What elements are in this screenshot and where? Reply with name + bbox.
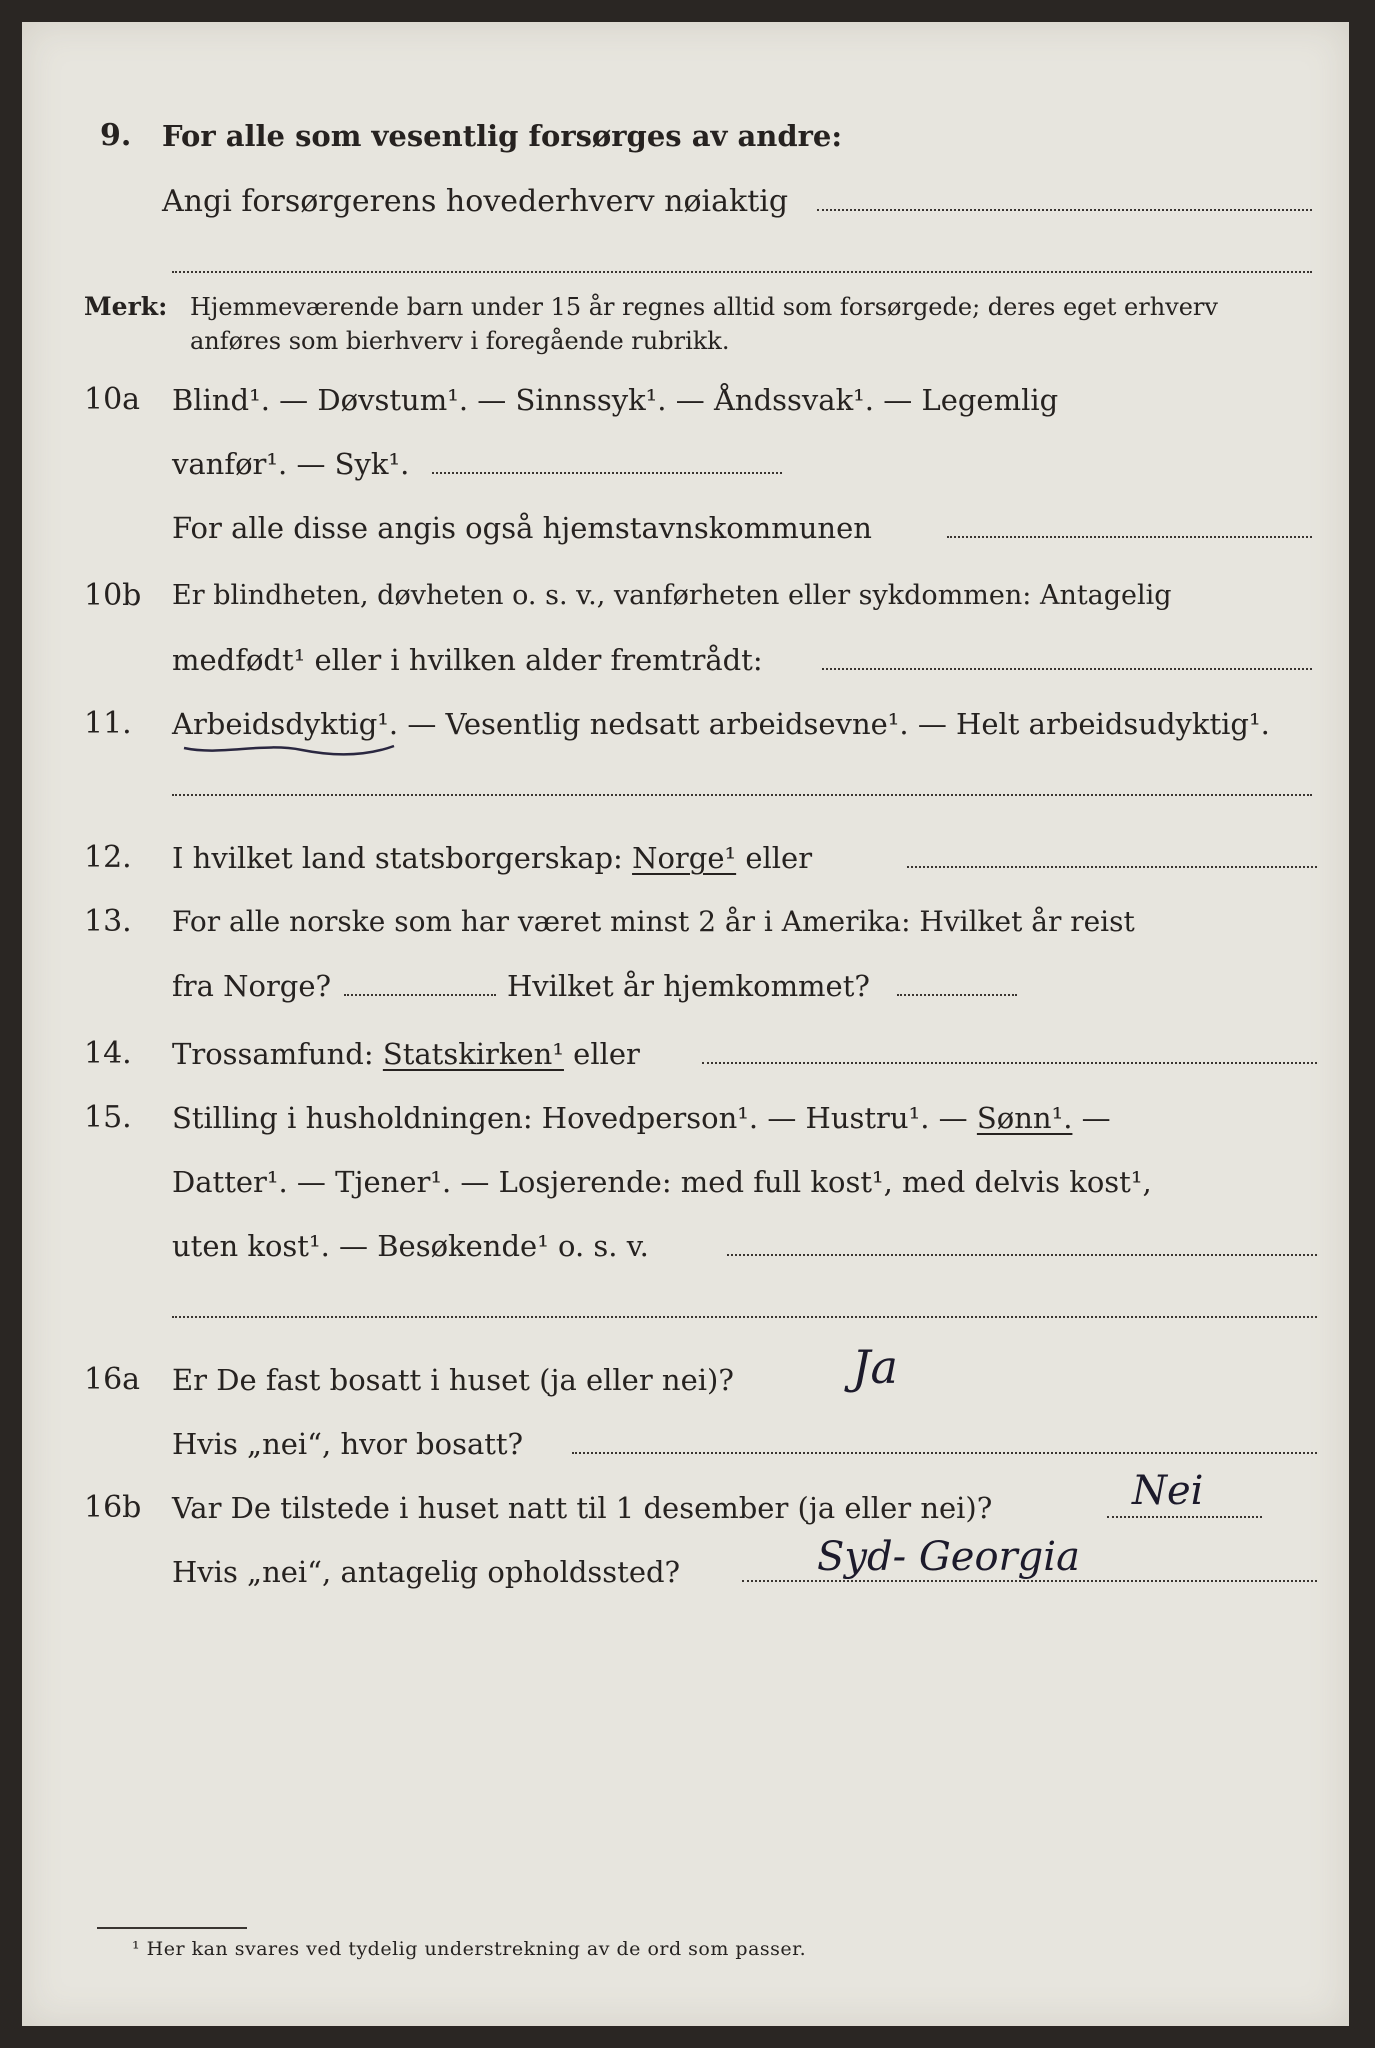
q10a-line-1: Blind¹. — Døvstum¹. — Sinnssyk¹. — Åndssvak¹. — Legemlig xyxy=(172,383,1059,417)
q9-number: 9. xyxy=(100,118,132,153)
footnote: ¹ Her kan svares ved tydelig understrekning av de ord som passer. xyxy=(132,1938,807,1960)
q16a-line-2: Hvis „nei“, hvor bosatt? xyxy=(172,1427,524,1461)
footnote-rule xyxy=(97,1927,247,1929)
q9-answer-field[interactable] xyxy=(817,209,1312,211)
q14-line xyxy=(172,1036,640,1072)
q14-answer-field[interactable] xyxy=(702,1062,1317,1064)
q15-line-3: uten kost¹. — Besøkende¹ o. s. v. xyxy=(172,1229,649,1263)
q9-answer-field-2[interactable] xyxy=(172,271,1312,273)
q12-prefix: I hvilket land statsborgerskap: xyxy=(172,841,633,875)
q15-answer-field-2[interactable] xyxy=(172,1316,1317,1318)
q16b-line-1: Var De tilstede i huset natt til 1 desember (ja eller nei)? xyxy=(172,1491,993,1525)
q10a-line-2: vanfør¹. — Syk¹. xyxy=(172,447,410,481)
q10b-line-2: medfødt¹ eller i hvilken alder fremtrådt: xyxy=(172,643,763,677)
q9-line: Angi forsørgerens hovederhverv nøiaktig xyxy=(162,184,789,219)
q15-answer-field[interactable] xyxy=(727,1254,1317,1256)
q10a-syk-field[interactable] xyxy=(432,472,782,474)
q12-suffix: eller xyxy=(736,841,813,875)
q10b-number: 10b xyxy=(84,578,142,613)
q14-option-statskirken[interactable]: Statskirken¹ xyxy=(382,1037,564,1071)
q16b-handwritten-answer-1: Nei xyxy=(1132,1468,1204,1514)
q13-number: 13. xyxy=(84,904,132,939)
q10b-line-1: Er blindheten, døvheten o. s. v., vanførheten eller sykdommen: Antagelig xyxy=(172,580,1172,611)
q12-number: 12. xyxy=(84,840,132,875)
q16b-tilstede-field[interactable] xyxy=(1107,1516,1262,1518)
q10a-hjemstavn-field[interactable] xyxy=(947,536,1312,538)
q16a-bosatt-field[interactable] xyxy=(572,1452,1317,1454)
q11-line xyxy=(172,706,1270,742)
q11-answer-field[interactable] xyxy=(172,794,1312,796)
q16a-line-1: Er De fast bosatt i huset (ja eller nei)? xyxy=(172,1363,734,1397)
q12-option-norge[interactable]: Norge¹ xyxy=(632,841,737,875)
q16b-opholdssted-field[interactable] xyxy=(742,1580,1317,1582)
q13-line-2b: Hvilket år hjemkommet? xyxy=(507,969,870,1003)
merk-line-2: anføres som bierhverv i foregående rubrikk. xyxy=(190,327,730,355)
q11-rest: — Vesentlig nedsatt arbeidsevne¹. — Helt arbeidsudyktig¹. xyxy=(398,707,1270,741)
q14-number: 14. xyxy=(84,1036,132,1071)
q14-prefix: Trossamfund: xyxy=(172,1037,383,1071)
q12-line xyxy=(172,840,812,876)
q13-line-2a: fra Norge? xyxy=(172,969,332,1003)
merk-label: Merk: xyxy=(84,292,168,321)
q15-number: 15. xyxy=(84,1100,132,1135)
q10a-number: 10a xyxy=(84,382,141,417)
q11-number: 11. xyxy=(84,706,132,741)
merk-line-1: Hjemmeværende barn under 15 år regnes alltid som forsørgede; deres eget erhverv xyxy=(190,293,1218,321)
q16b-number: 16b xyxy=(84,1490,142,1525)
q15-line-1-suffix: — xyxy=(1072,1101,1111,1135)
q9-heading: For alle som vesentlig forsørges av andre: xyxy=(162,119,843,153)
census-form-page xyxy=(22,22,1349,2026)
q10b-alder-field[interactable] xyxy=(822,668,1312,670)
q13-reist-field[interactable] xyxy=(344,994,496,996)
q16b-handwritten-answer-2: Syd- Georgia xyxy=(817,1534,1080,1580)
q13-hjemkommet-field[interactable] xyxy=(897,994,1017,996)
q16a-number: 16a xyxy=(84,1362,141,1397)
q11-underline-mark xyxy=(182,740,397,760)
q11-option-arbeidsdyktig[interactable]: Arbeidsdyktig¹. xyxy=(172,707,399,741)
q13-line-1: For alle norske som har været minst 2 år i Amerika: Hvilket år reist xyxy=(172,905,1135,938)
q15-line-2: Datter¹. — Tjener¹. — Losjerende: med full kost¹, med delvis kost¹, xyxy=(172,1165,1152,1199)
q15-option-sonn[interactable]: Sønn¹. xyxy=(976,1101,1073,1135)
q15-line-1-prefix: Stilling i husholdningen: Hovedperson¹. — Hustru¹. — xyxy=(172,1101,977,1135)
q14-suffix: eller xyxy=(563,1037,640,1071)
q10a-line-3: For alle disse angis også hjemstavnskommunen xyxy=(172,511,872,545)
q15-line-1 xyxy=(172,1100,1111,1136)
q16b-line-2: Hvis „nei“, antagelig opholdssted? xyxy=(172,1555,681,1589)
q12-answer-field[interactable] xyxy=(907,866,1317,868)
q16a-handwritten-answer: Ja xyxy=(852,1340,898,1394)
